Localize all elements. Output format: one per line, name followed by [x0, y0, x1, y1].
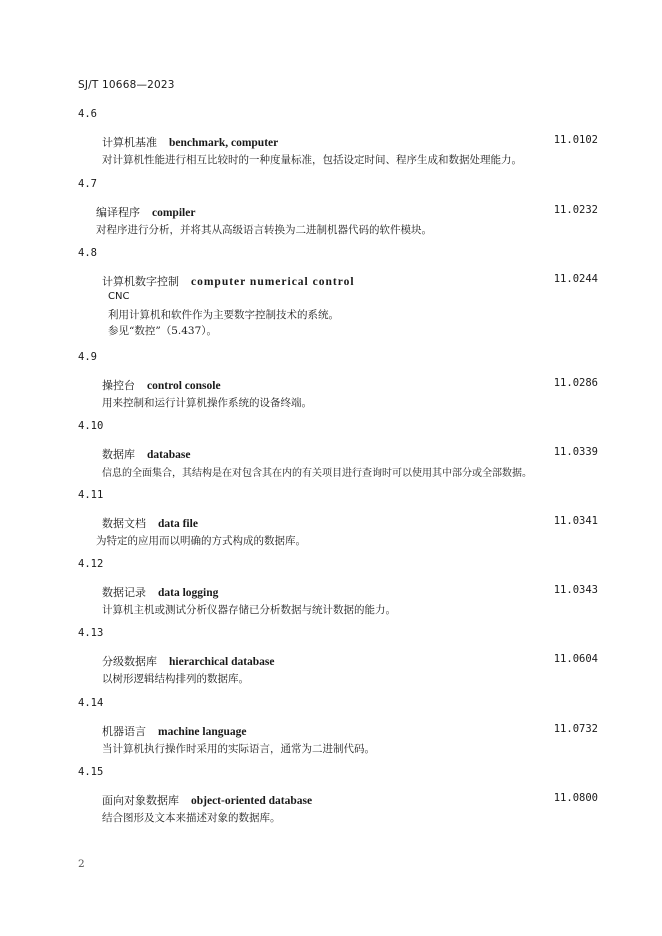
- document-header: SJ/T 10668—2023: [78, 79, 175, 91]
- term-number: 4.10: [78, 420, 104, 432]
- term-number: 4.14: [78, 697, 104, 709]
- term-zh: 数据记录: [102, 586, 146, 599]
- term-see-also: 参见“数控”（5.437）。: [108, 325, 218, 337]
- term-definition: 当计算机执行操作时采用的实际语言，通常为二进制代码。: [102, 743, 375, 755]
- term-code: 11.0286: [553, 377, 598, 389]
- term-number: 4.9: [78, 351, 97, 363]
- term-code: 11.0343: [553, 584, 598, 596]
- term-title: [102, 273, 355, 289]
- term-en: machine language: [158, 726, 247, 738]
- term-definition: 对计算机性能进行相互比较时的一种度量标准，包括设定时间、程序生成和数据处理能力。: [102, 154, 522, 166]
- term-zh: 分级数据库: [102, 655, 157, 668]
- term-en: hierarchical database: [169, 656, 275, 668]
- term-zh: 数据库: [102, 448, 135, 461]
- term-title: [102, 653, 275, 669]
- term-number: 4.6: [78, 108, 97, 120]
- term-definition: 用来控制和运行计算机操作系统的设备终端。: [102, 397, 312, 409]
- term-definition: 为特定的应用而以明确的方式构成的数据库。: [96, 535, 306, 547]
- term-definition: 计算机主机或测试分析仪器存储已分析数据与统计数据的能力。: [102, 604, 396, 616]
- term-title: [102, 584, 218, 600]
- term-title: [102, 446, 190, 462]
- term-number: 4.12: [78, 558, 104, 570]
- term-code: 11.0339: [553, 446, 598, 458]
- term-abbreviation: CNC: [108, 291, 130, 302]
- term-code: 11.0732: [553, 723, 598, 735]
- term-title: [102, 134, 278, 150]
- term-definition: 信息的全面集合，其结构是在对包含其在内的有关项目进行查询时可以使用其中部分或全部数据。: [102, 468, 532, 479]
- term-code: 11.0102: [553, 134, 598, 146]
- term-zh: 计算机基准: [102, 136, 157, 149]
- term-en: object-oriented database: [191, 795, 313, 807]
- term-en: control console: [147, 380, 221, 392]
- term-zh: 编译程序: [96, 206, 140, 219]
- term-en: data file: [158, 518, 198, 530]
- term-number: 4.8: [78, 247, 97, 259]
- term-definition: 结合图形及文本来描述对象的数据库。: [102, 812, 281, 824]
- term-code: 11.0604: [553, 653, 598, 665]
- term-number: 4.7: [78, 178, 97, 190]
- term-code: 11.0244: [553, 273, 598, 285]
- term-en: database: [147, 449, 191, 461]
- term-code: 11.0800: [553, 792, 598, 804]
- term-title: [102, 515, 198, 531]
- term-code: 11.0341: [553, 515, 598, 527]
- term-title: [102, 792, 312, 808]
- term-zh: 计算机数字控制: [102, 275, 179, 288]
- term-title: [102, 723, 247, 739]
- term-en: compiler: [152, 207, 196, 219]
- term-title: [96, 204, 195, 220]
- term-title: [102, 377, 221, 393]
- term-definition: 对程序进行分析，并将其从高级语言转换为二进制机器代码的软件模块。: [96, 224, 432, 236]
- term-en: data logging: [158, 587, 219, 599]
- term-zh: 面向对象数据库: [102, 794, 179, 807]
- term-number: 4.11: [78, 489, 104, 501]
- term-en: benchmark, computer: [169, 137, 279, 149]
- term-number: 4.13: [78, 627, 104, 639]
- term-code: 11.0232: [553, 204, 598, 216]
- term-number: 4.15: [78, 766, 104, 778]
- page-number: 2: [78, 858, 85, 870]
- term-zh: 机器语言: [102, 725, 146, 738]
- term-definition: 利用计算机和软件作为主要数字控制技术的系统。: [108, 309, 339, 321]
- term-zh: 数据文档: [102, 517, 146, 530]
- term-en: computer numerical control: [191, 276, 355, 288]
- term-zh: 操控台: [102, 379, 135, 392]
- term-definition: 以树形逻辑结构排列的数据库。: [102, 673, 249, 685]
